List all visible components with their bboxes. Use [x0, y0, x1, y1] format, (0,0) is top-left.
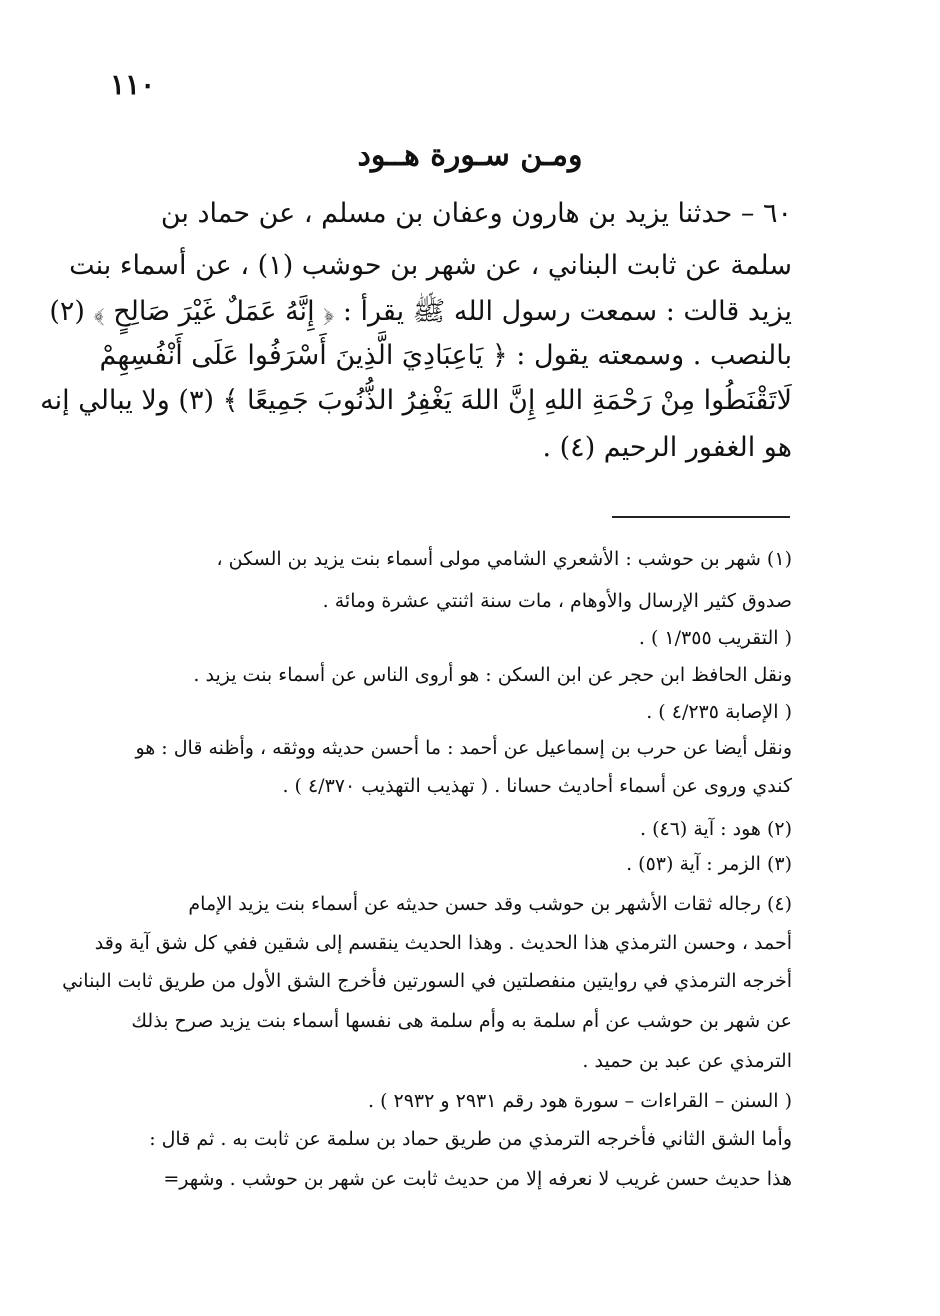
footnote-line: (٢) هود : آية (٤٦) . — [640, 818, 792, 840]
footnote-line: ونقل الحافظ ابن حجر عن ابن السكن : هو أروى الناس عن أسماء بنت يزيد . — [193, 664, 792, 686]
footnote-line: (١) شهر بن حوشب : الأشعري الشامي مولى أسماء بنت يزيد بن السكن ، — [216, 548, 792, 570]
footnote-line: أخرجه الترمذي في روايتين منفصلتين في السورتين فأخرج الشق الأول من طريق ثابت البناني — [62, 970, 792, 992]
footnote-line: ( السنن – القراءات – سورة هود رقم ٢٩٣١ و ٢٩٣٢ ) . — [367, 1090, 792, 1112]
page-number: ١١٠ — [110, 68, 156, 101]
body-line: هو الغفور الرحيم (٤) . — [542, 432, 792, 463]
footnote-separator — [612, 516, 790, 518]
footnote-line: (٤) رجاله ثقات الأشهر بن حوشب وقد حسن حديثه عن أسماء بنت يزيد الإمام — [188, 893, 792, 915]
body-line: لَاتَقْنَطُوا مِنْ رَحْمَةِ اللهِ إِنَّ اللهَ يَغْفِرُ الذُّنُوبَ جَمِيعًا ﴾ (٣) ولا يبالي إنه — [40, 385, 792, 416]
footnote-line: ( الإصابة ٤/٢٣٥ ) . — [646, 701, 792, 723]
footnote-line: هذا حديث حسن غريب لا نعرفه إلا من حديث ثابت عن شهر بن حوشب . وشهر= — [163, 1168, 792, 1190]
body-line: سلمة عن ثابت البناني ، عن شهر بن حوشب (١) ، عن أسماء بنت — [69, 250, 792, 281]
footnote-line: أحمد ، وحسن الترمذي هذا الحديث . وهذا الحديث ينقسم إلى شقين ففي كل شق آية وقد — [94, 932, 792, 954]
footnote-line: الترمذي عن عبد بن حميد . — [582, 1050, 792, 1072]
footnote-line: عن شهر بن حوشب عن أم سلمة به وأم سلمة هى نفسها أسماء بنت يزيد صرح بذلك — [131, 1010, 792, 1032]
chapter-title: ومـن سـورة هــود — [357, 138, 583, 173]
footnote-line: ( التقريب ١/٣٥٥ ) . — [638, 627, 792, 649]
body-line: ٦٠ – حدثنا يزيد بن هارون وعفان بن مسلم ، عن حماد بن — [160, 198, 792, 229]
footnote-line: وأما الشق الثاني فأخرجه الترمذي من طريق حماد بن سلمة عن ثابت به . ثم قال : — [149, 1128, 792, 1150]
body-line: يزيد قالت : سمعت رسول الله ﷺ يقرأ : ﴿ إِنَّهُ عَمَلٌ غَيْرَ صَالِحٍ ﴾ (٢) — [49, 296, 792, 327]
footnote-line: ونقل أيضا عن حرب بن إسماعيل عن أحمد : ما أحسن حديثه ووثقه ، وأظنه قال : هو — [135, 737, 792, 759]
footnote-line: (٣) الزمر : آية (٥٣) . — [626, 853, 792, 875]
footnote-line: صدوق كثير الإرسال والأوهام ، مات سنة اثنتي عشرة ومائة . — [322, 590, 792, 612]
body-line: بالنصب . وسمعته يقول : ﴿ يَاعِبَادِيَ الَّذِينَ أَسْرَفُوا عَلَى أَنْفُسِهِمْ — [99, 340, 792, 371]
footnote-line: كندي وروى عن أسماء أحاديث حسانا . ( تهذيب التهذيب ٤/٣٧٠ ) . — [282, 775, 792, 797]
